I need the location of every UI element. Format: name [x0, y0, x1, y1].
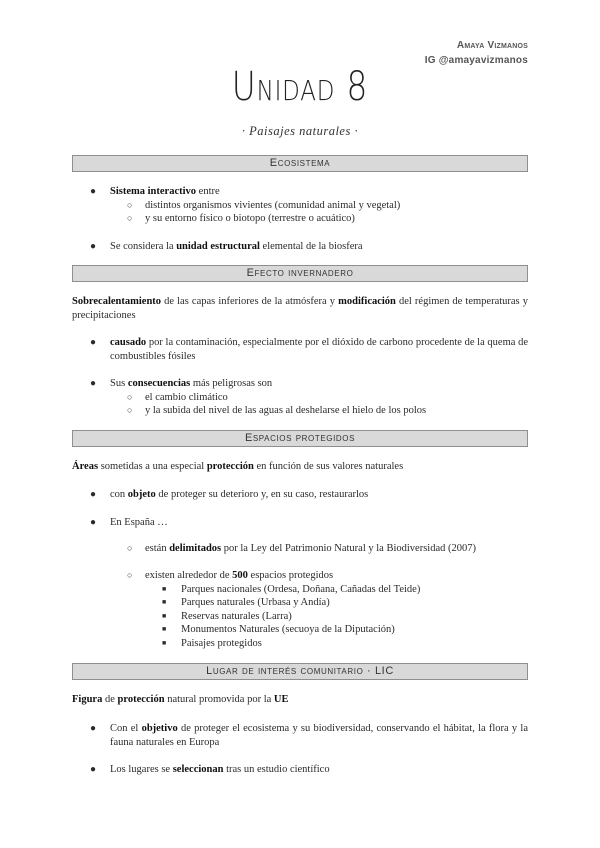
author-handle: IG @amayavizmanos — [424, 55, 528, 66]
square-bullet-icon: ■ — [162, 612, 167, 620]
sub-sub-list-item: Reservas naturales (Larra) — [181, 611, 292, 622]
sub-list-item: distintos organismos vivientes (comunidad animal y vegetal) — [145, 200, 401, 211]
bullet-icon: ● — [90, 723, 97, 734]
sub-sub-list-item: Paisajes protegidos — [181, 638, 262, 649]
sub-sub-list-item: Monumentos Naturales (secuoya de la Diputación) — [181, 624, 395, 635]
square-bullet-icon: ■ — [162, 598, 167, 606]
sub-list-item: están delimitados por la Ley del Patrimonio Natural y la Biodiversidad (2007) — [145, 543, 476, 554]
bullet-icon: ● — [90, 378, 97, 389]
circle-bullet-icon: ○ — [127, 543, 133, 553]
page-title: Unidad 8 — [231, 64, 369, 110]
square-bullet-icon: ■ — [162, 625, 167, 633]
sub-sub-list-item: Parques naturales (Urbasa y Andía) — [181, 597, 330, 608]
bullet-icon: ● — [90, 764, 97, 775]
circle-bullet-icon: ○ — [127, 200, 133, 210]
list-item: Con el objetivo de proteger el ecosistema y su biodiversidad, conservando el hábitat, la flora y la fauna naturales en Europa — [110, 723, 528, 748]
paragraph: Áreas sometidas a una especial protección en función de sus valores naturales — [72, 461, 404, 472]
list-item: Los lugares se seleccionan tras un estudio científico — [110, 764, 330, 775]
paragraph: Figura de protección natural promovida por la UE — [72, 694, 289, 705]
list-item: Sus consecuencias más peligrosas son — [110, 378, 273, 389]
section-heading-efecto-invernadero: Efecto invernadero — [72, 265, 528, 282]
list-item: Se considera la unidad estructural elemental de la biosfera — [110, 241, 363, 252]
page-subtitle: · Paisajes naturales · — [241, 124, 359, 138]
bullet-icon: ● — [90, 517, 97, 528]
circle-bullet-icon: ○ — [127, 213, 133, 223]
list-item: con objeto de proteger su deterioro y, en su caso, restaurarlos — [110, 489, 369, 500]
sub-list-item: y la subida del nivel de las aguas al deshelarse el hielo de los polos — [145, 405, 427, 416]
section-heading-lic: Lugar de interés comunitario · LIC — [72, 663, 528, 680]
circle-bullet-icon: ○ — [127, 405, 133, 415]
bullet-icon: ● — [90, 241, 97, 252]
list-item: causado por la contaminación, especialmente por el dióxido de carbono procedente de la quema de combustibles fósiles — [110, 337, 528, 362]
bullet-icon: ● — [90, 337, 97, 348]
paragraph: Sobrecalentamiento de las capas inferiores de la atmósfera y modificación del régimen de temperaturas y precipitaciones — [72, 296, 528, 321]
list-item: En España … — [110, 517, 168, 528]
section-heading-ecosistema: Ecosistema — [72, 155, 528, 172]
circle-bullet-icon: ○ — [127, 570, 133, 580]
sub-list-item: existen alrededor de 500 espacios protegidos — [145, 570, 334, 581]
sub-sub-list-item: Parques nacionales (Ordesa, Doñana, Cañadas del Teide) — [181, 584, 421, 595]
list-item: Sistema interactivo entre — [110, 186, 220, 197]
section-heading-espacios-protegidos: Espacios protegidos — [72, 430, 528, 447]
bullet-icon: ● — [90, 489, 97, 500]
sub-list-item: y su entorno físico o biotopo (terrestre o acuático) — [145, 213, 355, 224]
sub-list-item: el cambio climático — [145, 392, 228, 403]
circle-bullet-icon: ○ — [127, 392, 133, 402]
square-bullet-icon: ■ — [162, 585, 167, 593]
author-name: Amaya Vizmanos — [456, 40, 528, 51]
square-bullet-icon: ■ — [162, 639, 167, 647]
bullet-icon: ● — [90, 186, 97, 197]
